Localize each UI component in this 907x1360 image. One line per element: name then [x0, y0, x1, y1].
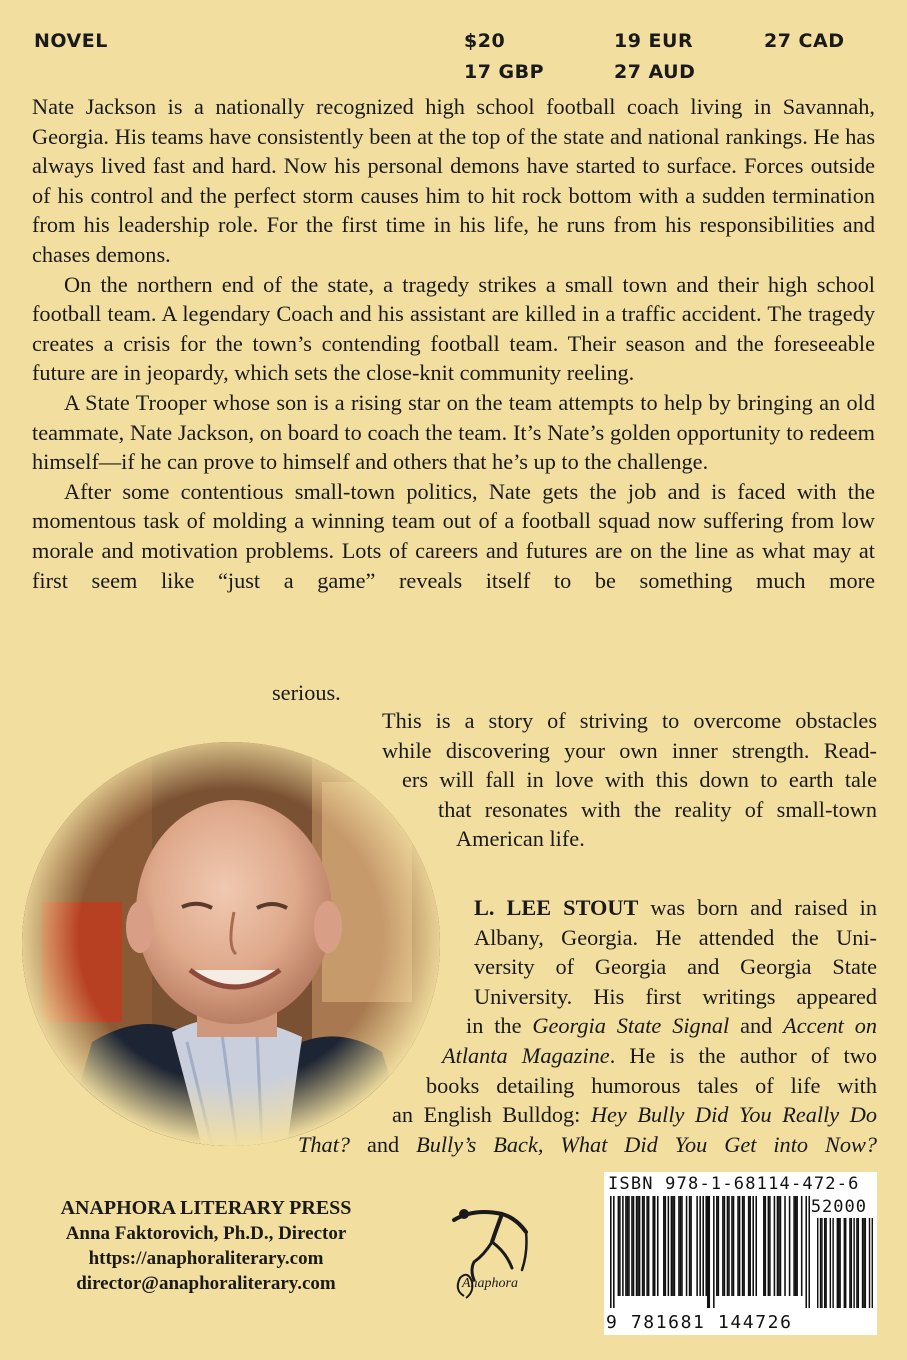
price-barcode-bar: [844, 1218, 845, 1308]
barcode-bar: [733, 1196, 735, 1296]
bio-text: and: [729, 1013, 784, 1039]
barcode-bar: [727, 1196, 729, 1296]
price-code: 52000: [810, 1197, 867, 1217]
barcode-bar: [690, 1196, 692, 1296]
book-title: Bully’s Back, What Did You Get into Now?: [416, 1131, 877, 1157]
barcode-bar: [716, 1196, 718, 1296]
barcode-bar: [808, 1196, 810, 1308]
barcode-bars: [610, 1196, 810, 1308]
bio-text: . He is the author of two: [609, 1043, 877, 1068]
price-barcode-bar: [865, 1218, 866, 1308]
barcode-bar: [663, 1196, 665, 1296]
blurb-paragraph-4-end: serious.: [272, 680, 341, 705]
author-photo: [22, 742, 440, 1146]
barcode-bar: [801, 1196, 803, 1296]
publisher-info: [16, 1196, 396, 1296]
price-barcode-bar: [838, 1218, 839, 1308]
price-header: [0, 30, 907, 90]
ean-digits: 9 781681 144726: [606, 1312, 793, 1333]
price-barcode-bar: [832, 1218, 833, 1308]
author-name: L. LEE STOUT: [474, 895, 639, 920]
barcode-bar: [648, 1196, 650, 1296]
barcode-bar: [637, 1196, 639, 1296]
barcode-bar: [681, 1196, 683, 1296]
barcode-bar: [795, 1196, 797, 1296]
book-blurb: [32, 92, 875, 595]
barcode-bar: [674, 1196, 676, 1296]
barcode-bar: [728, 1196, 730, 1296]
barcode-bar: [718, 1196, 720, 1296]
anaphora-logo: [444, 1200, 564, 1310]
barcode-bar: [665, 1196, 667, 1296]
barcode-bar: [748, 1196, 750, 1296]
barcode-bar: [780, 1196, 782, 1296]
barcode-bar: [642, 1196, 644, 1296]
barcode-bar: [755, 1196, 757, 1296]
bio-line-9: [298, 1130, 877, 1160]
barcode-bar: [633, 1196, 635, 1296]
blurb-paragraph-2: On the northern end of the state, a tragedy strikes a small town and their high school football team. A legendary Coach and his assistant are killed in a traffic accident. The tragedy creates a crisis for the town’s contending football team. Their season and the foreseeable future are in jeopardy, which sets the close-knit community reeling.: [32, 271, 875, 386]
blurb-paragraph-3: A State Trooper whose son is a rising star on the team attempts to help by bringing an old teammate, Nate Jackson, on board to coach the team. It’s Nate’s golden opportunity to redeem himself—if he can prove to himself and others that he’s up to the challenge.: [32, 389, 875, 475]
barcode-bar: [646, 1196, 648, 1296]
barcode-bar: [705, 1196, 707, 1296]
publication-title: Atlanta Magazine: [442, 1043, 610, 1068]
barcode-bar: [749, 1196, 751, 1296]
p5-line-4: that resonates with the reality of small-town: [438, 796, 877, 822]
price-barcode-bar: [820, 1218, 821, 1308]
barcode-bar: [722, 1196, 724, 1296]
isbn-label: ISBN 978-1-68114-472-6: [608, 1174, 860, 1194]
publication-title: Georgia State Signal: [532, 1013, 730, 1039]
barcode-bar: [777, 1196, 779, 1296]
barcode-bar: [724, 1196, 726, 1296]
price-barcode-bar: [824, 1218, 825, 1308]
price-barcode-bar: [837, 1218, 838, 1308]
price-barcode-bar: [849, 1218, 850, 1308]
barcode-bar: [654, 1196, 656, 1296]
dancer-logo-icon: [444, 1200, 564, 1310]
barcode-bar: [618, 1196, 620, 1296]
blurb-paragraph-4: After some contentious small-town politics, Nate gets the job and is faced with the momentous task of molding a winning team out of a football squad now suffering from low morale and motivation problems. Lots of careers and futures are on the line as what may at first seem like “just a game” reveals itself to be something much more: [32, 478, 875, 593]
bio-line-3: versity of Georgia and Georgia State: [474, 954, 877, 980]
barcode-bar: [636, 1196, 638, 1296]
price-usd: $20: [464, 30, 506, 52]
logo-wordmark: Anaphora: [462, 1276, 518, 1291]
bio-text: was born and raised in: [638, 895, 877, 920]
barcode-bar: [610, 1196, 612, 1308]
price-barcode-bars: [817, 1218, 873, 1308]
bio-line-6: [442, 1041, 877, 1071]
barcode-bar: [696, 1196, 698, 1296]
price-cad: 27 CAD: [764, 30, 845, 52]
bio-text: in the: [466, 1013, 533, 1039]
barcode-bar: [652, 1196, 654, 1296]
barcode-bar: [805, 1196, 807, 1308]
bio-line-8: [392, 1100, 877, 1130]
price-barcode-bar: [862, 1218, 863, 1308]
bio-line-4: University. His first writings appeared: [474, 983, 877, 1009]
genre-label: NOVEL: [34, 30, 108, 52]
barcode-bar: [763, 1196, 765, 1296]
bio-text: and: [350, 1131, 417, 1157]
barcode-bar: [702, 1196, 704, 1296]
barcode-bar: [627, 1196, 629, 1296]
barcode-bar: [793, 1196, 795, 1296]
barcode-bar: [657, 1196, 659, 1296]
publisher-email: director@anaphoraliterary.com: [76, 1273, 336, 1294]
barcode-bar: [678, 1196, 680, 1296]
price-barcode-bar: [825, 1218, 826, 1308]
publisher-director: Anna Faktorovich, Ph.D., Director: [65, 1223, 347, 1244]
book-title: Hey Bully Did You Really Do: [590, 1102, 877, 1128]
barcode-bar: [739, 1196, 741, 1296]
price-barcode-bar: [817, 1218, 818, 1308]
barcode-bar: [672, 1196, 674, 1296]
barcode-bar: [625, 1196, 627, 1296]
barcode-bar: [619, 1196, 621, 1296]
barcode-bar: [643, 1196, 645, 1296]
price-barcode-bar: [853, 1218, 854, 1308]
barcode-bar: [631, 1196, 633, 1296]
barcode-bar: [699, 1196, 701, 1296]
p5-line-5: American life.: [456, 826, 585, 852]
barcode-bar: [778, 1196, 780, 1296]
price-barcode-bar: [869, 1218, 870, 1308]
price-barcode-bar: [872, 1218, 873, 1308]
publisher-name: ANAPHORA LITERARY PRESS: [60, 1197, 352, 1219]
barcode-bar: [628, 1196, 630, 1296]
author-portrait-illustration: [22, 742, 440, 1146]
price-barcode-bar: [845, 1218, 846, 1308]
barcode-bar: [622, 1196, 624, 1296]
p5-line-3: ers will fall in love with this down to earth tale: [402, 767, 877, 793]
price-barcode-bar: [851, 1218, 852, 1308]
price-barcode-bar: [821, 1218, 822, 1308]
publication-title: Accent on: [783, 1013, 877, 1039]
barcode-bar: [742, 1196, 744, 1296]
price-barcode-bar: [856, 1218, 857, 1308]
barcode-bar: [731, 1196, 733, 1296]
barcode-bar: [765, 1196, 767, 1296]
publisher-website: https://anaphoraliterary.com: [88, 1248, 324, 1269]
isbn-barcode: [604, 1172, 877, 1335]
blurb-paragraph-1: Nate Jackson is a nationally recognized high school football coach living in Savannah, Georgia. His teams have consistently been at the top of the state and national rankings. He has always lived fast and hard. Now his personal demons have started to surface. Forces outside of his control and the perfect storm causes him to hit rock bottom with a sudden termination from his leadership role. For the first time in his life, he runs from his responsibilities and chases demons.: [32, 94, 875, 267]
barcode-bar: [689, 1196, 691, 1296]
price-barcode-bar: [839, 1218, 840, 1308]
barcode-bar: [774, 1196, 776, 1296]
barcode-bar: [752, 1196, 754, 1296]
bio-line-5: [466, 1011, 877, 1041]
bio-line-7: books detailing humorous tales of life with: [426, 1072, 877, 1098]
book-title: That?: [298, 1131, 351, 1157]
barcode-bar: [784, 1196, 786, 1296]
barcode-bar: [768, 1196, 770, 1296]
price-barcode-bar: [863, 1218, 864, 1308]
bio-text: an English Bulldog:: [392, 1102, 591, 1128]
barcode-bar: [713, 1196, 715, 1308]
barcode-bar: [613, 1196, 615, 1308]
p5-line-2: while discovering your own inner strength. Read-: [382, 737, 877, 763]
barcode-bar: [639, 1196, 641, 1296]
price-eur: 19 EUR: [614, 30, 694, 52]
barcode-bar: [769, 1196, 771, 1296]
barcode-bar: [680, 1196, 682, 1296]
bio-line-2: Albany, Georgia. He attended the Uni-: [474, 924, 877, 950]
barcode-bar: [686, 1196, 688, 1296]
barcode-bar: [671, 1196, 673, 1296]
price-barcode-bar: [830, 1218, 831, 1308]
price-aud: 27 AUD: [614, 61, 696, 83]
barcode-bar: [708, 1196, 710, 1308]
price-barcode-bar: [858, 1218, 859, 1308]
p5-line-1: This is a story of striving to overcome obstacles: [382, 708, 877, 733]
barcode-bar: [707, 1196, 709, 1308]
barcode-bar: [796, 1196, 798, 1296]
barcode-bar: [737, 1196, 739, 1296]
price-gbp: 17 GBP: [464, 61, 545, 83]
barcode-bar: [789, 1196, 791, 1296]
bio-line-1: [474, 893, 877, 923]
barcode-bar: [668, 1196, 670, 1296]
barcode-bar: [743, 1196, 745, 1296]
